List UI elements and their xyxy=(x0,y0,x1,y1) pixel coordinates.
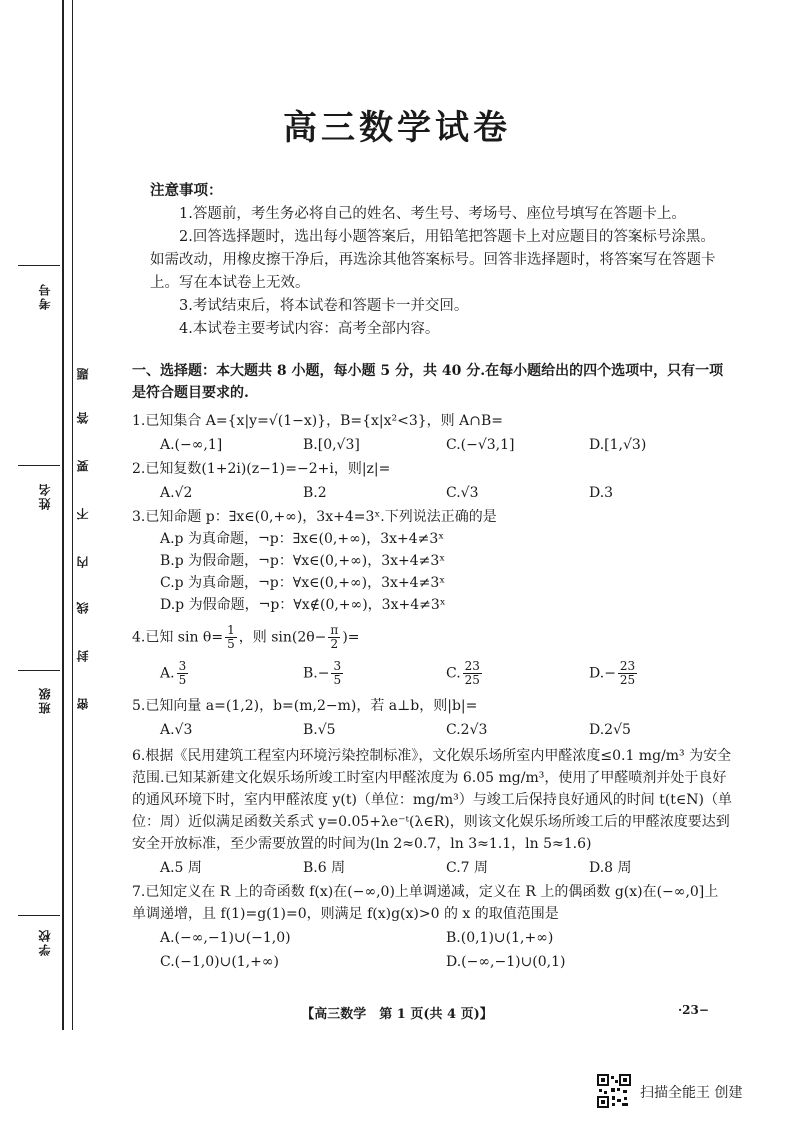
option: A. $\frac{3}{5}$ xyxy=(160,658,187,687)
stem-text: ，则 sin(2θ− xyxy=(238,629,327,646)
exam-number-label: 考号 xyxy=(38,282,52,310)
option: C.(−√3,1] xyxy=(446,437,515,453)
numerator: π xyxy=(330,623,339,637)
seal-char: 不 xyxy=(76,508,90,520)
option: C.p 为真命题，¬p：∀x∈(0,+∞)，3x+4≠3ˣ xyxy=(160,575,446,591)
option: D.3 xyxy=(589,485,614,501)
question-stem: 2.已知复数(1+2i)(z−1)=−2+i，则|z|= xyxy=(132,461,391,477)
seal-char: 要 xyxy=(76,460,90,472)
name-blank xyxy=(18,465,60,466)
question-stem: 7.已知定义在 R 上的奇函数 f(x)在(−∞,0)上单调递减，定义在 R 上的偶函数 g(x)在(−∞,0]上单调递增，且 f(1)=g(1)=0，则满足 f(x)g(x)>0 的 x 的取值范围是 xyxy=(132,884,719,922)
option-row xyxy=(160,482,732,504)
question-stem: 3.已知命题 p：∃x∈(0,+∞)，3x+4=3ˣ.下列说法正确的是 xyxy=(132,509,497,525)
option: A.(−∞,−1)∪(−1,0) xyxy=(160,930,291,946)
notice-heading: 注意事项： xyxy=(150,183,223,199)
option: C.7 周 xyxy=(446,860,489,876)
option: A.5 周 xyxy=(160,860,202,876)
option: C.2√3 xyxy=(446,722,488,738)
exam-title: 高三数学试卷 xyxy=(283,108,511,148)
question-stem xyxy=(132,624,732,651)
option: C. $\frac{23}{25}$ xyxy=(446,658,480,687)
section-heading: 一、选择题：本大题共 8 小题，每小题 5 分，共 40 分.在每小题给出的四个选项中，只有一项是符合题目要求的. xyxy=(132,363,724,401)
option: D.(−∞,−1)∪(0,1) xyxy=(446,954,566,970)
question-stem: 6.根据《民用建筑工程室内环境污染控制标准》，文化娱乐场所室内甲醛浓度≤0.1 mg/m³ 为安全范围.已知某新建文化娱乐场所竣工时室内甲醛浓度为 6.05 mg/m³，使用了甲醛喷剂并处于良好的通风环境下时，室内甲醛浓度 y(t)（单位：mg/m³）与竣工后保持良好通风的时间 t(t∈N)（单位：周）近似满足函数关系式 y=0.05+λe⁻ᵗ(λ∈R)，则该文化娱乐场所竣工后的甲醛浓度要达到安全开放标准，至少需要放置的时间为(ln 2≈0.7，ln 3≈1.1，ln 5≈1.6) xyxy=(132,748,732,852)
page-footer: 【高三数学 第 1 页(共 4 页)】 xyxy=(301,1007,493,1022)
option: D.2√5 xyxy=(589,722,631,738)
seal-char: 题 xyxy=(76,368,90,380)
binding-line-inner xyxy=(72,0,73,1030)
option: A.(−∞,1] xyxy=(160,437,223,453)
seal-char: 答 xyxy=(76,412,90,424)
option-row xyxy=(160,719,732,741)
option-row xyxy=(160,653,732,693)
option: B.(0,1)∪(1,+∞) xyxy=(446,930,554,946)
notice-item: 4.本试卷主要考试内容：高考全部内容。 xyxy=(179,321,440,337)
seal-char: 线 xyxy=(76,602,90,614)
option-row xyxy=(160,857,732,879)
class-blank xyxy=(18,670,60,671)
school-blank xyxy=(18,915,60,916)
seal-char: 内 xyxy=(76,556,90,568)
notice-block xyxy=(150,180,720,341)
option: D.8 周 xyxy=(589,860,632,876)
binding-line xyxy=(62,0,64,1030)
option-row xyxy=(160,927,732,949)
question-area xyxy=(132,360,732,975)
seal-char: 封 xyxy=(76,650,90,662)
option-row xyxy=(160,434,732,456)
question-stem: 1.已知集合 A={x|y=√(1−x)}，B={x|x²<3}，则 A∩B= xyxy=(132,413,503,429)
scanner-watermark: 扫描全能王 创建 xyxy=(640,1085,743,1101)
option: B.6 周 xyxy=(303,860,346,876)
option: D.− $\frac{23}{25}$ xyxy=(589,658,636,687)
paper-code: ·23− xyxy=(678,1003,709,1017)
option: B.2 xyxy=(303,485,327,501)
question-stem: 5.已知向量 a=(1,2)，b=(m,2−m)，若 a⊥b，则|b|= xyxy=(132,698,478,714)
option-row xyxy=(160,951,732,973)
option: B.[0,√3] xyxy=(303,437,360,453)
option: C.√3 xyxy=(446,485,479,501)
denominator: 2 xyxy=(330,637,339,651)
fraction xyxy=(328,624,340,651)
name-label: 姓名 xyxy=(38,482,52,510)
stem-text: )= xyxy=(342,629,360,646)
option: C.(−1,0)∪(1,+∞) xyxy=(160,954,279,970)
fraction xyxy=(225,624,237,651)
notice-item: 2.回答选择题时，选出每小题答案后，用铅笔把答题卡上对应题目的答案标号涂黑。如需改动，用橡皮擦干净后，再选涂其他答案标号。回答非选择题时，将答案写在答题卡上。写在本试卷上无效。 xyxy=(150,229,716,291)
option: B.√5 xyxy=(303,722,336,738)
option: A.√2 xyxy=(160,485,193,501)
numerator: 1 xyxy=(227,623,235,637)
option: B.− $\frac{3}{5}$ xyxy=(303,658,342,687)
notice-item: 3.考试结束后，将本试卷和答题卡一并交回。 xyxy=(179,298,469,314)
stem-text: 4.已知 sin θ= xyxy=(132,629,224,646)
option: D.[1,√3) xyxy=(589,437,647,453)
option: A.p 为真命题，¬p：∃x∈(0,+∞)，3x+4≠3ˣ xyxy=(160,531,445,547)
qr-code-icon xyxy=(597,1074,631,1108)
option: B.p 为假命题，¬p：∀x∈(0,+∞)，3x+4≠3ˣ xyxy=(160,553,446,569)
denominator: 5 xyxy=(227,637,235,651)
notice-item: 1.答题前，考生务必将自己的姓名、考生号、考场号、座位号填写在答题卡上。 xyxy=(179,206,686,222)
option: A.√3 xyxy=(160,722,193,738)
exam-number-blank xyxy=(18,265,60,266)
class-label: 班级 xyxy=(38,686,52,714)
option: D.p 为假命题，¬p：∀x∉(0,+∞)，3x+4≠3ˣ xyxy=(160,597,446,613)
school-label: 学校 xyxy=(38,928,52,956)
seal-char: 密 xyxy=(76,698,90,710)
